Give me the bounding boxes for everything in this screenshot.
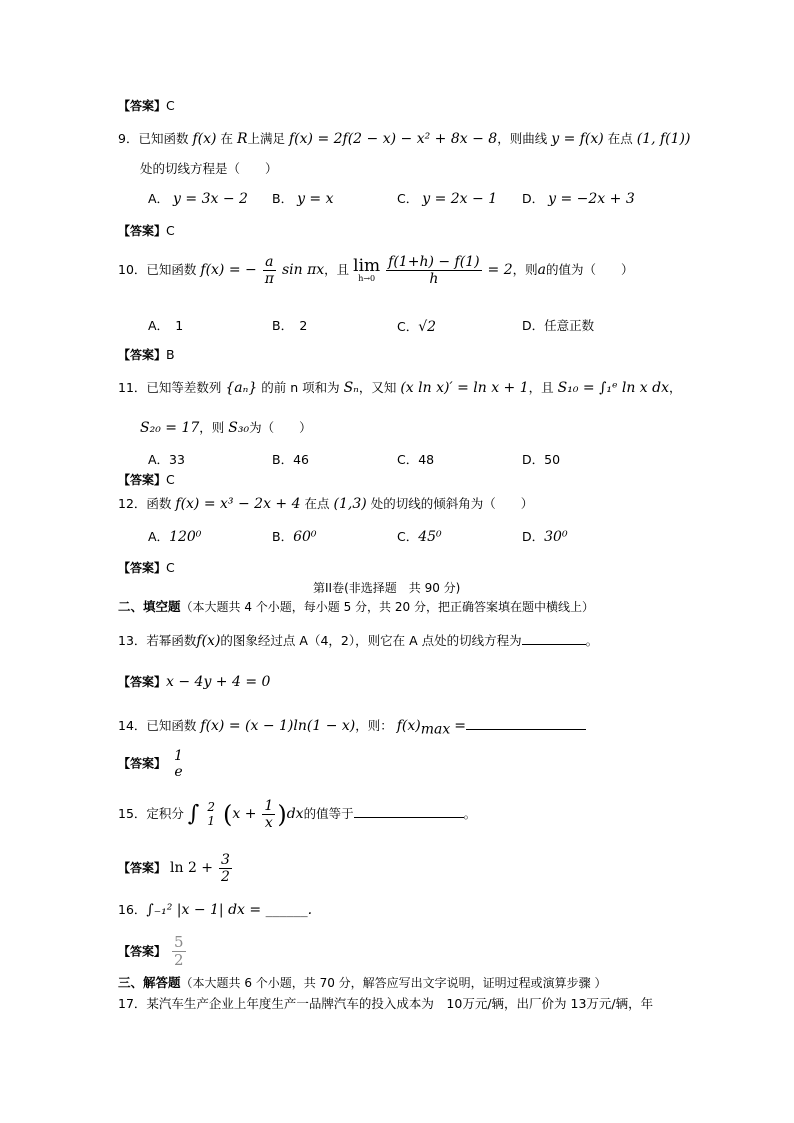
question-text: ，且 — [324, 262, 350, 278]
question-text: 15．定积分 — [118, 806, 184, 822]
question-9-line2 — [140, 163, 278, 176]
question-text: 14．已知函数 — [118, 718, 197, 733]
question-16 — [118, 903, 312, 917]
question-text: 12．函数 — [118, 496, 172, 511]
fraction-denominator: 2 — [174, 951, 184, 970]
fraction-numerator: a — [263, 254, 276, 271]
option-value: y = x — [297, 191, 334, 207]
math-expr: f(x) — [196, 633, 221, 649]
option-c — [397, 320, 436, 334]
answer-label: 【答案】 — [118, 675, 167, 689]
fraction-denominator: h — [429, 271, 439, 288]
math-expr: sin πx — [281, 262, 325, 279]
math-expr: = 2 — [487, 262, 513, 279]
option-b — [272, 454, 309, 467]
option-value: √2 — [418, 319, 437, 335]
fraction-numerator: 1 — [264, 798, 274, 814]
fraction-numerator: 1 — [174, 748, 183, 764]
option-value: 120⁰ — [169, 529, 202, 545]
question-text: ， — [669, 380, 682, 395]
math-expr: f(x) = x³ − 2x + 4 — [175, 496, 301, 512]
question-text: 13．若幂函数 — [118, 633, 197, 648]
question-text: 的值等于 — [303, 806, 354, 822]
option-label: D． — [522, 529, 545, 544]
option-c — [397, 530, 442, 544]
math-expr: (1,3) — [333, 496, 367, 512]
answer-label: 【答案】 — [118, 561, 167, 575]
option-text: B．46 — [272, 452, 309, 467]
section-title — [313, 582, 460, 595]
answer-value: C — [166, 472, 175, 487]
paren-close: ) — [277, 800, 287, 829]
fraction — [263, 254, 276, 287]
question-text: ，则： — [355, 718, 393, 733]
math-expr: f(x) — [396, 718, 421, 734]
question-15 — [118, 798, 476, 831]
question-10 — [118, 254, 634, 287]
answer-q12 — [118, 562, 175, 575]
answer-label: 【答案】 — [118, 756, 167, 771]
option-value: y = −2x + 3 — [548, 191, 635, 207]
math-equation: f(x) = 2f(2 − x) − x² + 8x − 8 — [289, 131, 498, 147]
option-text: A． 1 — [148, 318, 184, 333]
fraction — [262, 798, 275, 831]
question-9 — [118, 132, 690, 146]
option-text: D．50 — [522, 452, 561, 467]
answer-value: C — [166, 560, 175, 575]
answer-blank[interactable] — [466, 717, 586, 730]
upper-limit: 2 — [207, 799, 215, 814]
question-13 — [118, 632, 598, 648]
math-expr: S₂₀ = 17 — [140, 420, 200, 436]
question-text: ，又知 — [358, 380, 397, 395]
fraction — [172, 934, 186, 970]
math-expr: ∫₋₁² |x − 1| dx = ______. — [146, 902, 313, 918]
option-value: y = 2x − 1 — [422, 191, 498, 207]
question-text: 的值为（ ） — [546, 262, 634, 278]
math-expr: y = f(x) — [551, 131, 604, 147]
question-text: 在点 — [607, 131, 633, 146]
option-a — [148, 454, 185, 467]
answer-label: 【答案】 — [118, 473, 167, 487]
question-text: 在 — [220, 131, 233, 146]
answer-label: 【答案】 — [118, 224, 167, 238]
option-value: 30⁰ — [544, 529, 568, 545]
option-label: C． — [397, 529, 419, 544]
fraction — [219, 852, 232, 885]
answer-value: x − 4y + 4 = 0 — [166, 674, 271, 690]
section-description: （本大题共 6 个小题，共 70 分，解答应写出文字说明，证明过程或演算步骤 ） — [180, 976, 607, 990]
question-12 — [118, 497, 533, 511]
integral-limits — [205, 801, 217, 829]
math-expr: S₁₀ = ∫₁ᵉ ln x dx — [557, 380, 670, 396]
options-q9-d — [522, 192, 635, 206]
question-number: 9． — [118, 131, 139, 146]
question-text: 为（ ） — [249, 420, 312, 435]
question-11 — [118, 381, 682, 395]
math-expr: f(x) = (x − 1)ln(1 − x) — [200, 718, 356, 734]
question-text: 11．已知等差数列 — [118, 380, 222, 395]
question-text: 已知函数 — [138, 131, 189, 146]
math-expr: Sₙ — [343, 380, 359, 396]
option-d — [522, 454, 560, 467]
math-expr: = — [454, 718, 466, 734]
fraction — [386, 254, 481, 287]
fraction-denominator: π — [264, 271, 274, 288]
answer-label: 【答案】 — [118, 861, 167, 876]
question-text: 在点 — [304, 496, 330, 511]
option-text: A．33 — [148, 452, 185, 467]
option-label: B． — [272, 529, 294, 544]
math-expr: (x ln x)′ = ln x + 1 — [400, 380, 529, 396]
math-expr: f(x) = − — [200, 262, 257, 279]
question-text: 17．某汽车生产企业上年度生产一品牌汽车的投入成本为 10万元/辆，出厂价为 13万元/辆，年 — [118, 996, 654, 1011]
fraction-denominator: 2 — [221, 869, 230, 886]
question-text: ，且 — [528, 380, 554, 395]
option-value: y = 3x − 2 — [173, 191, 248, 207]
answer-value: B — [166, 347, 175, 362]
fraction-numerator: f(1+h) − f(1) — [388, 254, 480, 270]
section-3-heading — [118, 977, 607, 990]
option-text: B． 2 — [272, 318, 308, 333]
options-q9-b — [272, 192, 334, 206]
option-c — [397, 454, 434, 467]
question-text: 处的切线的倾斜角为（ ） — [370, 496, 534, 511]
question-text: 的前 n 项和为 — [261, 380, 340, 395]
answer-q13 — [118, 675, 270, 689]
math-expr: f(x) — [192, 131, 217, 147]
section-title-text: 第II卷(非选择题 共 90 分) — [313, 581, 461, 595]
math-expr: a — [537, 262, 547, 279]
limit-subscript: h→0 — [358, 274, 376, 284]
option-d — [522, 320, 594, 333]
answer-value: ln 2 + — [170, 860, 214, 877]
subscript: max — [420, 721, 451, 738]
answer-label: 【答案】 — [118, 944, 167, 959]
answer-blank[interactable] — [522, 632, 586, 645]
section-heading: 三、解答题 — [118, 975, 181, 990]
option-label: A． — [148, 529, 170, 544]
answer-label: 【答案】 — [118, 348, 167, 362]
question-text: 的图象经过点 A（4，2），则它在 A 点处的切线方程为 — [220, 633, 522, 648]
option-label: D． — [522, 191, 545, 206]
option-d — [522, 530, 568, 544]
question-text: ，则 — [199, 420, 225, 435]
question-11-line2 — [140, 421, 312, 435]
answer-q10 — [118, 349, 175, 362]
fraction-denominator: e — [174, 764, 183, 781]
option-b — [272, 320, 307, 333]
integral-sign: ∫ — [187, 801, 200, 827]
math-expr: x + — [232, 806, 257, 823]
option-label: A． — [148, 191, 170, 206]
answer-value: C — [166, 223, 175, 238]
math-expr: R — [236, 131, 248, 147]
option-a — [148, 320, 183, 333]
section-description: （本大题共 4 个小题，每小题 5 分，共 20 分，把正确答案填在题中横线上） — [180, 600, 594, 614]
option-text: C．48 — [397, 452, 435, 467]
options-q9-c — [397, 192, 497, 206]
answer-q8 — [118, 100, 175, 113]
limit — [353, 258, 380, 283]
question-text: ，则 — [512, 262, 538, 278]
math-expr: dx — [286, 806, 304, 823]
fraction-denominator: x — [264, 815, 273, 832]
option-a — [148, 530, 201, 544]
option-value: 60⁰ — [293, 529, 317, 545]
question-14 — [118, 717, 586, 737]
math-expr: (1, f(1)) — [636, 131, 691, 147]
option-label: B． — [272, 191, 294, 206]
section-2-heading — [118, 601, 594, 614]
answer-q16 — [118, 934, 188, 970]
option-value: 45⁰ — [418, 529, 442, 545]
math-expr: {aₙ} — [225, 380, 258, 396]
question-text: 。 — [585, 633, 599, 648]
option-text: D．任意正数 — [522, 318, 595, 333]
fraction — [172, 748, 185, 780]
math-expr: S₃₀ — [228, 420, 250, 436]
lower-limit: 1 — [207, 813, 215, 828]
option-label: C． — [397, 191, 419, 206]
question-text: 上满足 — [247, 131, 286, 146]
limit-word: lim — [353, 256, 381, 277]
answer-q9 — [118, 225, 175, 238]
option-text: C． — [397, 319, 419, 334]
question-text: 处的切线方程是（ ） — [140, 161, 278, 176]
paren-open: ( — [222, 800, 233, 829]
question-number: 16． — [118, 902, 147, 917]
options-q9 — [148, 192, 248, 206]
answer-q14 — [118, 748, 187, 780]
answer-label: 【答案】 — [118, 99, 167, 113]
fraction-numerator: 5 — [174, 933, 184, 951]
answer-blank[interactable] — [354, 805, 464, 818]
question-text: ，则曲线 — [497, 131, 548, 146]
question-text: 。 — [463, 806, 477, 822]
question-text: 10．已知函数 — [118, 262, 197, 278]
question-17 — [118, 998, 653, 1011]
answer-q15 — [118, 852, 234, 885]
answer-q11 — [118, 474, 175, 487]
option-b — [272, 530, 317, 544]
fraction-numerator: 3 — [221, 852, 230, 868]
section-heading: 二、填空题 — [118, 599, 181, 614]
answer-value: C — [166, 98, 175, 113]
